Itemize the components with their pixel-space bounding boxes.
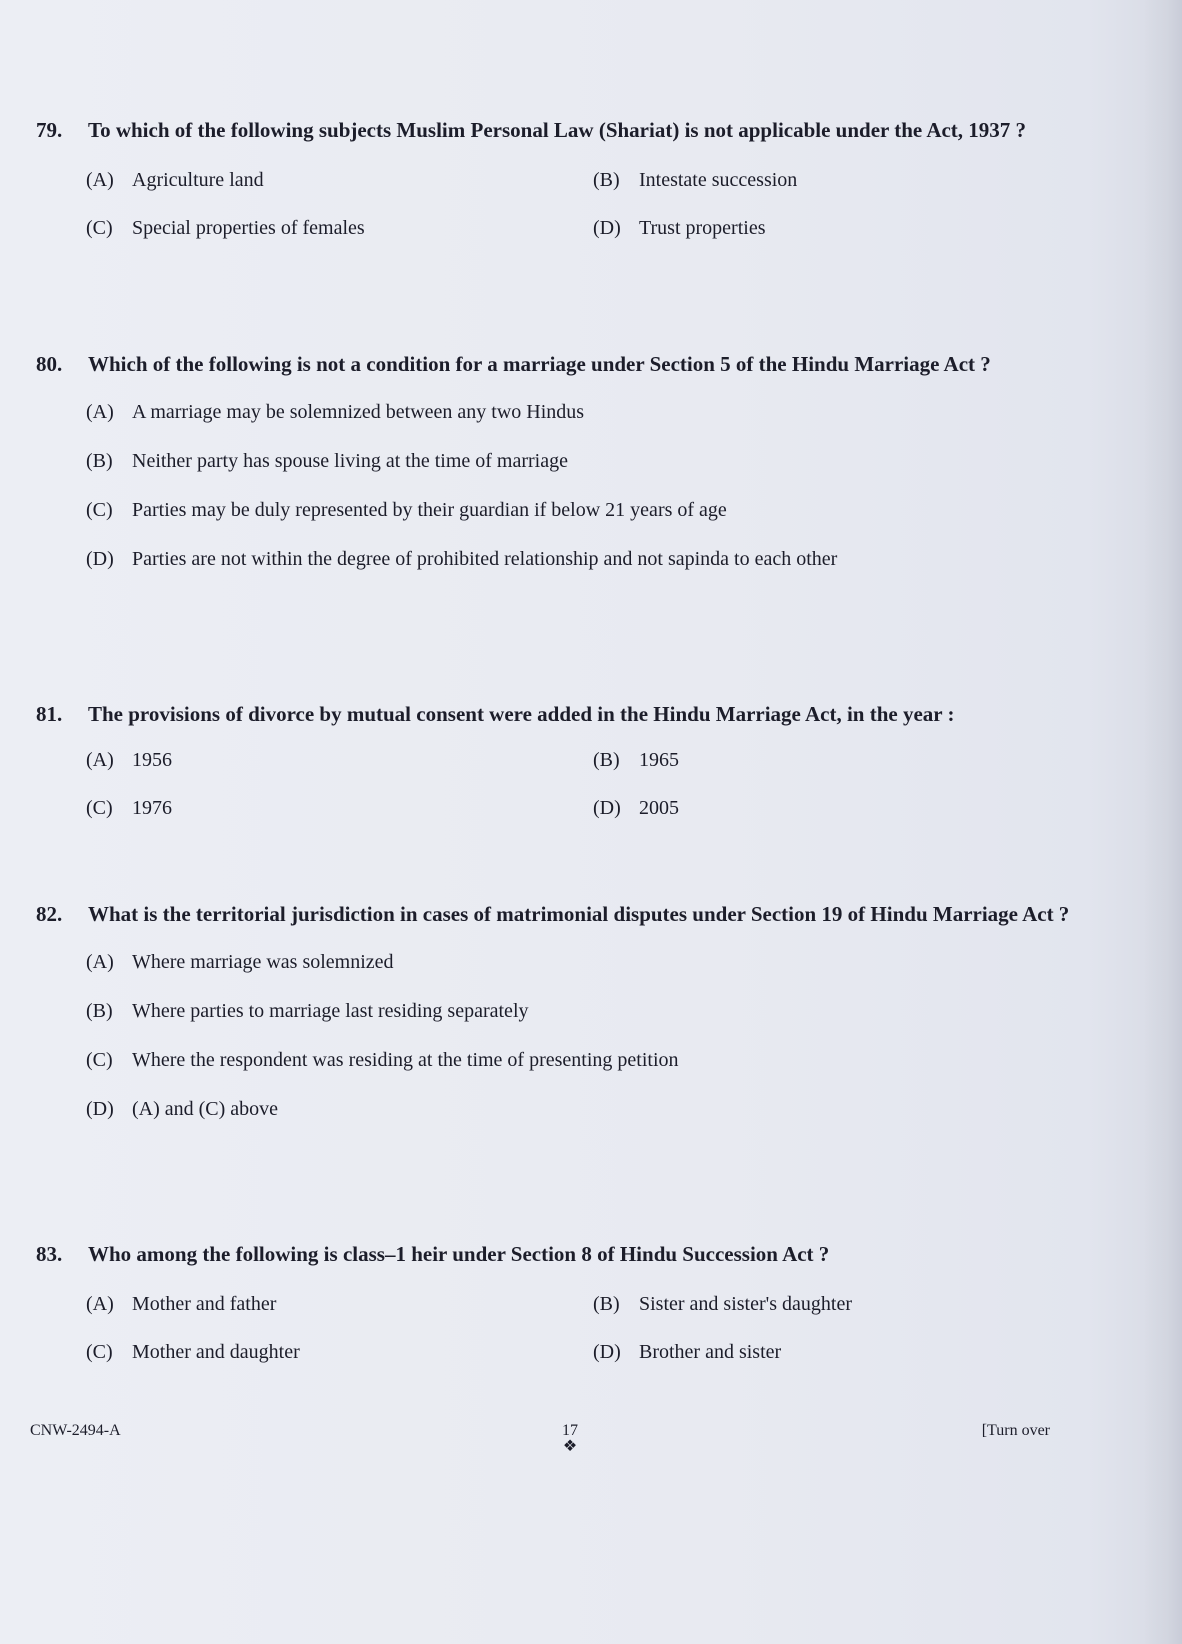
ornament-icon: ❖ [562,1438,578,1455]
question-text: Who among the following is class–1 heir under Section 8 of Hindu Succession Act ? [88,1242,830,1266]
question-text: What is the territorial jurisdiction in cases of matrimonial disputes under Section 19 of Hindu Marriage Act ? [88,902,1070,926]
question-header [36,108,1076,152]
options-grid [86,736,1076,832]
question-text: Which of the following is not a condition for a marriage under Section 5 of the Hindu Marriage Act ? [88,352,991,376]
option-a: (A) Agriculture land [86,168,264,191]
turn-over-label: [Turn over [981,1422,1050,1439]
options-grid [86,156,1076,252]
option-b: (B) Where parties to marriage last residing separately [86,1000,529,1022]
options-list [86,938,1076,1134]
question-header [36,342,1076,386]
option-d: (D) Brother and sister [593,1340,782,1363]
option-d: (D) Parties are not within the degree of prohibited relationship and not sapinda to each other [86,548,838,570]
option-a: (A) A marriage may be solemnized between any two Hindus [86,401,585,423]
question-number: 79. [36,118,63,142]
question-text: To which of the following subjects Muslim Personal Law (Shariat) is not applicable under the Act, 1937 ? [88,118,1027,142]
page-number-block [550,1422,590,1454]
question-text: The provisions of divorce by mutual consent were added in the Hindu Marriage Act, in the year : [88,702,955,726]
option-c: (C) Parties may be duly represented by their guardian if below 21 years of age [86,499,727,521]
option-d: (D) 2005 [593,796,679,819]
option-a: (A) 1956 [86,748,172,771]
question-header [36,692,1076,736]
option-c: (C) 1976 [86,796,172,819]
question-83 [36,1232,1076,1376]
option-b: (B) 1965 [593,748,679,771]
option-d: (D) (A) and (C) above [86,1098,279,1120]
booklet-code: CNW-2494-A [30,1422,121,1439]
option-a: (A) Mother and father [86,1292,277,1315]
option-b: (B) Intestate succession [593,168,798,191]
option-c: (C) Mother and daughter [86,1340,300,1363]
option-c: (C) Special properties of females [86,216,365,239]
options-list [86,388,1076,584]
option-b: (B) Neither party has spouse living at the time of marriage [86,450,568,472]
question-79 [36,108,1076,252]
question-header [36,1232,1076,1276]
question-number: 80. [36,352,63,376]
question-number: 82. [36,902,63,926]
question-81 [36,692,1076,832]
option-d: (D) Trust properties [593,216,766,239]
question-82 [36,892,1076,1134]
option-a: (A) Where marriage was solemnized [86,951,394,973]
question-number: 81. [36,702,63,726]
question-number: 83. [36,1242,63,1266]
option-c: (C) Where the respondent was residing at the time of presenting petition [86,1049,679,1071]
option-b: (B) Sister and sister's daughter [593,1292,853,1315]
options-grid [86,1280,1076,1376]
page-number: 17 [562,1422,578,1439]
page-edge-shadow [1144,0,1182,1644]
question-header [36,892,1076,936]
question-80 [36,342,1076,584]
